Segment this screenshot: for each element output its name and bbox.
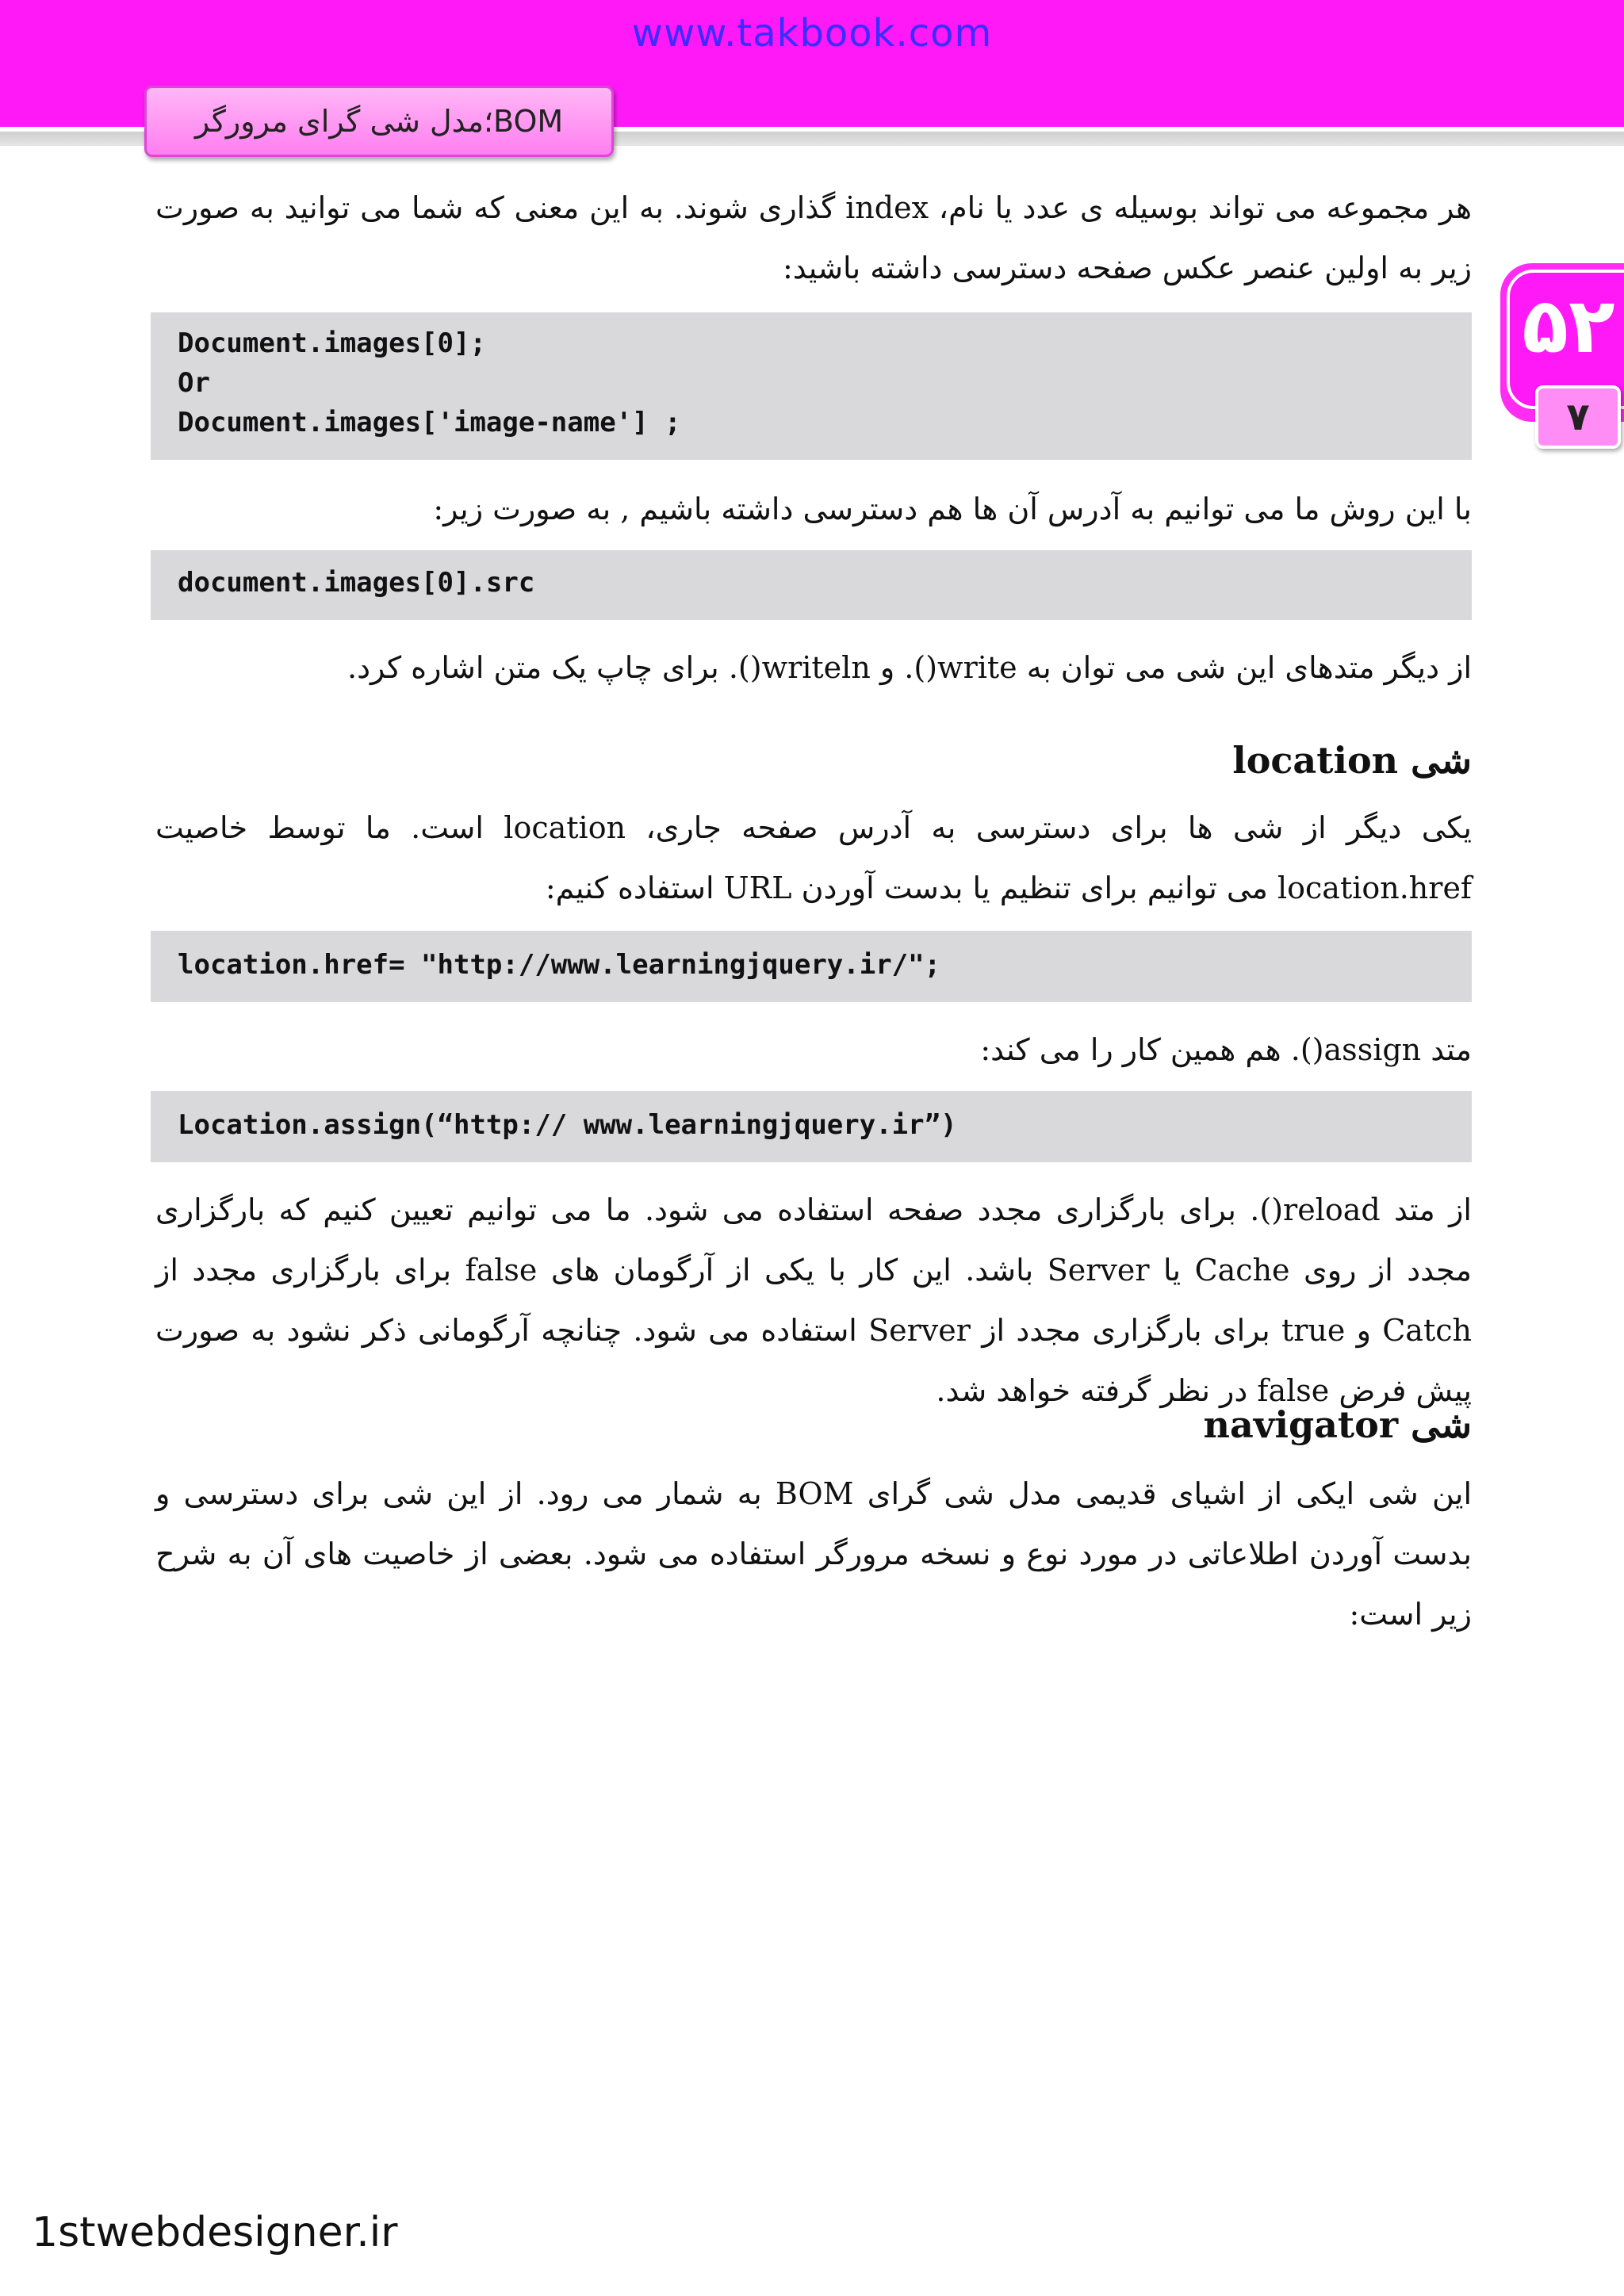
- code-line: document.images[0].src: [178, 567, 535, 599]
- code-block-assign: [151, 1091, 1472, 1162]
- paragraph-assign: متد assign(). هم همین کار را می کند:: [980, 1032, 1472, 1067]
- code-block-location-href: [151, 931, 1472, 1002]
- heading-navigator: شی navigator: [1203, 1403, 1472, 1446]
- code-line: Location.assign(“http:// www.learningjquery.ir”): [178, 1109, 957, 1141]
- paragraph-images-index: هر مجموعه می تواند بوسیله ی عدد یا نام، index گذاری شوند. به این معنی که شما می توانید به صورت زیر به اولین عنصر عکس صفحه دسترسی داشته باشید:: [155, 190, 1472, 285]
- heading-location: شی location: [1232, 739, 1472, 782]
- paragraph-reload: از متد reload(). برای بارگزاری مجدد صفحه استفاده می شود. ما می توانیم تعیین کنیم که بارگزاری مجدد از روی Cache یا Server باشد. این کار با یکی از آرگومان های false برای بارگزاری مجدد از Catch و true برای بارگزاری مجدد از Server استفاده می شود. چنانچه آرگومانی ذکر نشود به صورت پیش فرض false در نظر گرفته خواهد شد.: [155, 1192, 1473, 1408]
- paragraph-write-methods: از دیگر متدهای این شی می توان به write(). و writeln(). برای چاپ یک متن اشاره کرد.: [347, 650, 1472, 685]
- paragraph-navigator: این شی ایکی از اشیای قدیمی مدل شی گرای BOM به شمار می رود. از این شی برای دسترسی و بدست آوردن اطلاعاتی در مورد نوع و نسخه مرورگر استفاده می شود. بعضی از خاصیت های آن به شرح زیر است:: [155, 1476, 1473, 1632]
- page-number: ۵۲: [1522, 281, 1615, 370]
- footer-site-name: 1stwebdesigner.ir: [32, 2209, 398, 2256]
- code-line: Document.images['image-name'] ;: [178, 407, 681, 438]
- code-line: Document.images[0];: [178, 327, 486, 359]
- paragraph-images-src: با این روش ما می توانیم به آدرس آن ها هم دسترسی داشته باشیم , به صورت زیر:: [433, 492, 1472, 526]
- code-block-images: [151, 312, 1472, 460]
- paragraph-location: یکی دیگر از شی ها برای دسترسی به آدرس صفحه جاری، location است. ما توسط خاصیت location.href می توانیم برای تنظیم یا بدست آوردن URL استفاده کنیم:: [155, 810, 1472, 905]
- code-line: Or: [178, 367, 210, 399]
- chapter-number: ۷: [1535, 385, 1621, 449]
- code-block-src: [151, 550, 1472, 620]
- chapter-title-tab: BOM؛مدل شی گرای مرورگر: [144, 86, 614, 157]
- code-line: location.href= "http://www.learningjquery.ir/";: [178, 949, 941, 981]
- header-site-url[interactable]: www.takbook.com: [631, 11, 993, 55]
